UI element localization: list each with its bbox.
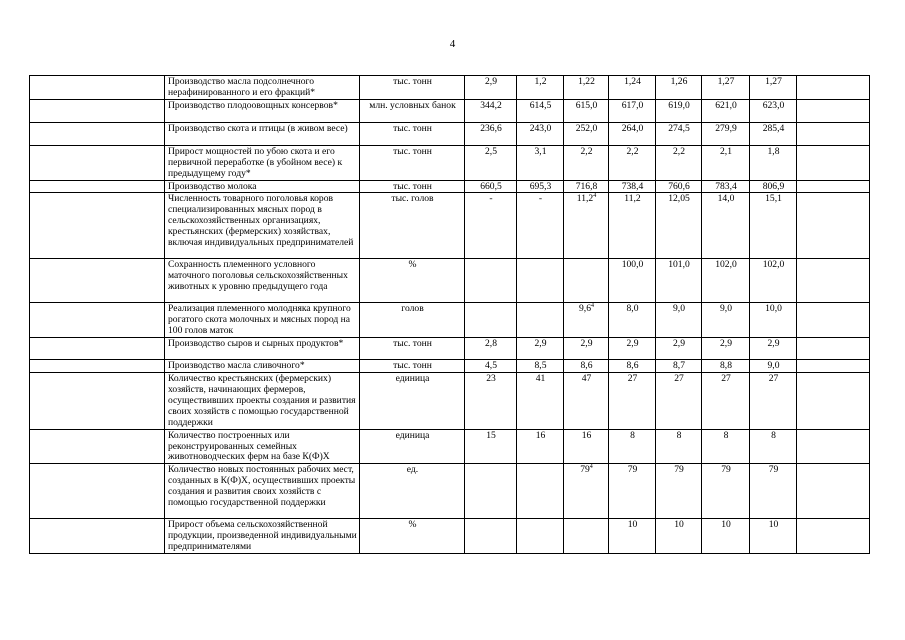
value-text: 16 — [581, 429, 592, 441]
row-number-cell — [30, 464, 165, 519]
table-row — [30, 429, 870, 464]
notes-cell — [797, 180, 870, 193]
value-text: 27 — [721, 373, 731, 385]
value-cell — [564, 429, 609, 464]
value-cell — [609, 122, 656, 145]
value-text: 8 — [676, 429, 682, 441]
value-text: 8,5 — [534, 360, 547, 372]
value-text: 1,8 — [767, 145, 780, 157]
value-cell — [609, 464, 656, 519]
value-cell — [702, 145, 750, 180]
value-text: 9,0 — [720, 303, 732, 315]
value-text: 2,9 — [626, 338, 639, 350]
value-cell — [750, 259, 797, 303]
value-cell — [609, 145, 656, 180]
value-text: 738,4 — [621, 180, 644, 192]
value-cell — [702, 122, 750, 145]
notes-cell — [797, 373, 870, 430]
value-cell — [656, 373, 702, 430]
value-cell — [517, 99, 564, 122]
indicator-cell: Производство молока — [165, 180, 360, 193]
value-cell — [465, 464, 517, 519]
value-cell — [517, 303, 564, 338]
value-text: 79 — [721, 464, 731, 476]
value-text: 47 — [581, 373, 592, 385]
value-cell — [609, 76, 656, 100]
row-number-cell — [30, 360, 165, 373]
value-cell — [656, 303, 702, 338]
value-cell — [517, 429, 564, 464]
value-cell — [517, 519, 564, 554]
value-text: 2,2 — [580, 145, 593, 157]
row-number-cell — [30, 193, 165, 259]
value-cell — [465, 145, 517, 180]
value-text: 2,9 — [580, 338, 593, 350]
value-text: 695,3 — [529, 180, 552, 192]
value-cell — [609, 519, 656, 554]
row-number-cell — [30, 180, 165, 193]
value-cell — [656, 76, 702, 100]
value-text: 8 — [723, 429, 729, 441]
value-cell — [517, 360, 564, 373]
value-cell — [465, 259, 517, 303]
value-cell — [517, 76, 564, 100]
value-cell — [702, 338, 750, 360]
indicator-cell: Производство масла сливочного* — [165, 360, 360, 373]
value-cell — [564, 373, 609, 430]
value-text: 2,1 — [720, 145, 732, 157]
value-cell — [750, 464, 797, 519]
unit-cell: % — [360, 259, 465, 303]
value-text: 9,0 — [767, 360, 780, 372]
value-text: 1,27 — [765, 76, 782, 87]
unit-cell: тыс. тонн — [360, 180, 465, 193]
value-cell — [750, 303, 797, 338]
value-text: 274,5 — [668, 122, 690, 134]
table-row — [30, 76, 870, 100]
value-cell — [465, 99, 517, 122]
value-cell — [750, 373, 797, 430]
unit-cell: голов — [360, 303, 465, 338]
value-cell — [702, 429, 750, 464]
table-row — [30, 99, 870, 122]
value-text: 4,5 — [485, 360, 497, 372]
value-cell — [465, 303, 517, 338]
unit-cell: тыс. тонн — [360, 145, 465, 180]
notes-cell — [797, 303, 870, 338]
value-text: 760,6 — [668, 180, 690, 192]
value-cell — [656, 429, 702, 464]
value-cell — [750, 76, 797, 100]
value-text: 79 — [580, 464, 590, 476]
value-cell — [702, 193, 750, 259]
value-text: 15,1 — [765, 193, 782, 205]
value-cell — [609, 360, 656, 373]
unit-cell: ед. — [360, 464, 465, 519]
value-text: 1,26 — [670, 76, 688, 87]
page-number: 4 — [449, 38, 456, 50]
table-row — [30, 360, 870, 373]
row-number-cell — [30, 99, 165, 122]
indicator-cell: Количество новых постоянных рабочих мест, созданных в К(Ф)Х, осуществивших проекты создания и развития своих хозяйств с помощью государственной поддержки — [165, 464, 360, 519]
value-cell — [750, 429, 797, 464]
value-text: 2,9 — [534, 338, 547, 350]
value-cell — [564, 360, 609, 373]
value-cell — [656, 145, 702, 180]
value-text: 15 — [486, 429, 496, 441]
row-number-cell — [30, 338, 165, 360]
table-row — [30, 303, 870, 338]
notes-cell — [797, 338, 870, 360]
indicator-cell: Производство скота и птицы (в живом весе) — [165, 122, 360, 145]
value-text: 2,9 — [673, 338, 685, 350]
value-text: 10 — [627, 519, 638, 531]
row-number-cell — [30, 259, 165, 303]
value-cell — [564, 193, 609, 259]
value-text: 79 — [627, 464, 638, 476]
value-text: 2,2 — [626, 145, 639, 157]
value-text: 2,9 — [767, 338, 780, 350]
value-cell — [465, 193, 517, 259]
value-cell — [702, 76, 750, 100]
value-text: 12,05 — [668, 193, 690, 205]
value-cell — [517, 259, 564, 303]
value-cell — [750, 519, 797, 554]
table-row — [30, 122, 870, 145]
unit-cell: единица — [360, 373, 465, 430]
value-text: 660,5 — [480, 180, 502, 192]
value-text: 2,9 — [720, 338, 732, 350]
value-cell — [564, 180, 609, 193]
row-number-cell — [30, 429, 165, 464]
value-text: 617,0 — [621, 99, 644, 111]
indicator-cell: Количество крестьянских (фермерских) хозяйств, начинающих фермеров, осуществивших проекты создания и развития своих хозяйств с помощью государственной поддержки — [165, 373, 360, 430]
value-cell — [564, 122, 609, 145]
value-cell — [609, 193, 656, 259]
unit-cell: тыс. тонн — [360, 76, 465, 100]
value-text: 621,0 — [715, 99, 737, 111]
value-text: 236,6 — [480, 122, 502, 134]
value-cell — [609, 99, 656, 122]
value-text: 41 — [535, 373, 546, 385]
indicator-cell: Численность товарного поголовья коров специализированных мясных пород в сельскохозяйственных организациях, крестьянских (фермерских) хозяйствах, включая индивидуальных предпринимателей — [165, 193, 360, 259]
value-cell — [465, 429, 517, 464]
table-row — [30, 259, 870, 303]
value-cell — [702, 373, 750, 430]
value-cell — [517, 193, 564, 259]
value-text: 16 — [535, 429, 546, 441]
table-row — [30, 193, 870, 259]
value-cell — [750, 338, 797, 360]
value-cell — [750, 193, 797, 259]
value-text: 27 — [674, 373, 684, 385]
value-cell — [564, 338, 609, 360]
value-cell — [750, 145, 797, 180]
value-text: 14,0 — [717, 193, 735, 205]
unit-cell: тыс. тонн — [360, 338, 465, 360]
value-cell — [656, 122, 702, 145]
table-row — [30, 519, 870, 554]
value-cell — [656, 464, 702, 519]
value-cell — [465, 338, 517, 360]
value-text: - — [538, 193, 543, 205]
value-text: 1,27 — [717, 76, 735, 87]
value-text: 10 — [674, 519, 684, 531]
value-text: - — [489, 193, 493, 205]
value-cell — [702, 519, 750, 554]
table-row — [30, 145, 870, 180]
row-number-cell — [30, 373, 165, 430]
value-text: 344,2 — [480, 99, 502, 111]
value-text: 9,6 — [579, 303, 591, 315]
value-cell — [609, 429, 656, 464]
value-cell — [564, 519, 609, 554]
value-cell — [702, 303, 750, 338]
value-text: 619,0 — [668, 99, 690, 111]
value-text: 8 — [630, 429, 635, 441]
value-text: 806,9 — [762, 180, 785, 192]
table-row — [30, 373, 870, 430]
value-text: 615,0 — [575, 99, 598, 111]
value-text: 285,4 — [762, 122, 785, 134]
value-text: 2,2 — [673, 145, 685, 157]
value-text: 8,8 — [720, 360, 732, 372]
value-text: 2,5 — [485, 145, 497, 157]
value-cell — [702, 99, 750, 122]
footnote-marker: 4 — [589, 464, 593, 471]
indicator-cell: Сохранность племенного условного маточного поголовья сельскохозяйственных животных к уровню предыдущего года — [165, 259, 360, 303]
value-text: 11,2 — [576, 193, 594, 205]
notes-cell — [797, 193, 870, 259]
value-text: 264,0 — [621, 122, 644, 134]
value-text: 243,0 — [529, 122, 552, 134]
indicator-cell: Производство сыров и сырных продуктов* — [165, 338, 360, 360]
table-row — [30, 338, 870, 360]
indicator-cell: Производство плодоовощных консервов* — [165, 99, 360, 122]
value-text: 102,0 — [762, 259, 785, 271]
value-cell — [517, 145, 564, 180]
value-text: 27 — [627, 373, 638, 385]
value-cell — [609, 259, 656, 303]
value-cell — [656, 338, 702, 360]
value-text: 8,7 — [673, 360, 685, 372]
value-text: 23 — [486, 373, 496, 385]
value-cell — [702, 360, 750, 373]
notes-cell — [797, 76, 870, 100]
value-cell — [517, 180, 564, 193]
notes-cell — [797, 429, 870, 464]
value-cell — [465, 360, 517, 373]
value-cell — [564, 259, 609, 303]
indicator-cell: Реализация племенного молодняка крупного рогатого скота молочных и мясных пород на 100 голов маток — [165, 303, 360, 338]
value-cell — [656, 519, 702, 554]
value-text: 716,8 — [575, 180, 598, 192]
value-text: 8,0 — [626, 303, 639, 315]
value-text: 2,8 — [485, 338, 497, 350]
value-cell — [465, 76, 517, 100]
value-text: 2,9 — [485, 76, 497, 87]
notes-cell — [797, 259, 870, 303]
value-cell — [656, 259, 702, 303]
value-cell — [609, 338, 656, 360]
value-cell — [609, 373, 656, 430]
notes-cell — [797, 122, 870, 145]
notes-cell — [797, 464, 870, 519]
notes-cell — [797, 360, 870, 373]
value-text: 101,0 — [668, 259, 690, 271]
value-text: 102,0 — [715, 259, 737, 271]
value-cell — [702, 464, 750, 519]
footnote-marker: 4 — [591, 303, 594, 310]
value-cell — [564, 145, 609, 180]
value-cell — [564, 303, 609, 338]
value-text: 783,4 — [715, 180, 737, 192]
unit-cell: тыс. голов — [360, 193, 465, 259]
value-text: 11,2 — [624, 193, 641, 205]
value-cell — [465, 122, 517, 145]
value-text: 1,22 — [578, 76, 595, 87]
value-cell — [656, 193, 702, 259]
unit-cell: тыс. тонн — [360, 360, 465, 373]
indicator-cell: Прирост объема сельскохозяйственной продукции, произведенной индивидуальными предпринимателями — [165, 519, 360, 554]
value-text: 1,24 — [624, 76, 641, 87]
notes-cell — [797, 519, 870, 554]
row-number-cell — [30, 145, 165, 180]
row-number-cell — [30, 122, 165, 145]
unit-cell: млн. условных банок — [360, 99, 465, 122]
value-cell — [702, 180, 750, 193]
value-text: 623,0 — [762, 99, 785, 111]
value-cell — [564, 464, 609, 519]
value-cell — [609, 303, 656, 338]
value-cell — [656, 180, 702, 193]
value-cell — [517, 373, 564, 430]
indicator-cell: Количество построенных или реконструированных семейных животноводческих ферм на базе К(Ф)Х — [165, 429, 360, 464]
indicators-table — [29, 75, 870, 554]
value-text: 614,5 — [529, 99, 552, 111]
value-text: 10 — [721, 519, 731, 531]
value-text: 8 — [771, 429, 776, 441]
value-text: 3,1 — [534, 145, 547, 157]
table-row — [30, 464, 870, 519]
footnote-marker: 4 — [593, 193, 597, 200]
row-number-cell — [30, 76, 165, 100]
value-text: 100,0 — [621, 259, 644, 271]
value-text: 1,2 — [534, 76, 547, 87]
value-cell — [750, 180, 797, 193]
value-text: 27 — [768, 373, 779, 385]
value-text: 9,0 — [673, 303, 685, 315]
notes-cell — [797, 99, 870, 122]
value-cell — [656, 360, 702, 373]
value-text: 79 — [674, 464, 684, 476]
unit-cell: тыс. тонн — [360, 122, 465, 145]
unit-cell: % — [360, 519, 465, 554]
table-row — [30, 180, 870, 193]
value-text: 252,0 — [575, 122, 598, 134]
value-cell — [517, 122, 564, 145]
value-cell — [564, 99, 609, 122]
value-cell — [609, 180, 656, 193]
value-text: 10 — [768, 519, 779, 531]
value-cell — [465, 373, 517, 430]
indicator-cell: Прирост мощностей по убою скота и его первичной переработке (в убойном весе) к предыдущему году* — [165, 145, 360, 180]
value-cell — [702, 259, 750, 303]
value-cell — [656, 99, 702, 122]
value-text: 79 — [768, 464, 779, 476]
value-text: 10,0 — [765, 303, 782, 315]
value-cell — [465, 180, 517, 193]
value-text: 8,6 — [626, 360, 639, 372]
indicator-cell: Производство масла подсолнечного нерафинированного и его фракций* — [165, 76, 360, 100]
value-cell — [750, 122, 797, 145]
value-cell — [750, 360, 797, 373]
notes-cell — [797, 145, 870, 180]
value-cell — [465, 519, 517, 554]
value-text: 279,9 — [715, 122, 737, 134]
value-text: 8,6 — [580, 360, 593, 372]
unit-cell: единица — [360, 429, 465, 464]
row-number-cell — [30, 303, 165, 338]
value-cell — [750, 99, 797, 122]
value-cell — [564, 76, 609, 100]
value-cell — [517, 338, 564, 360]
value-cell — [517, 464, 564, 519]
row-number-cell — [30, 519, 165, 554]
